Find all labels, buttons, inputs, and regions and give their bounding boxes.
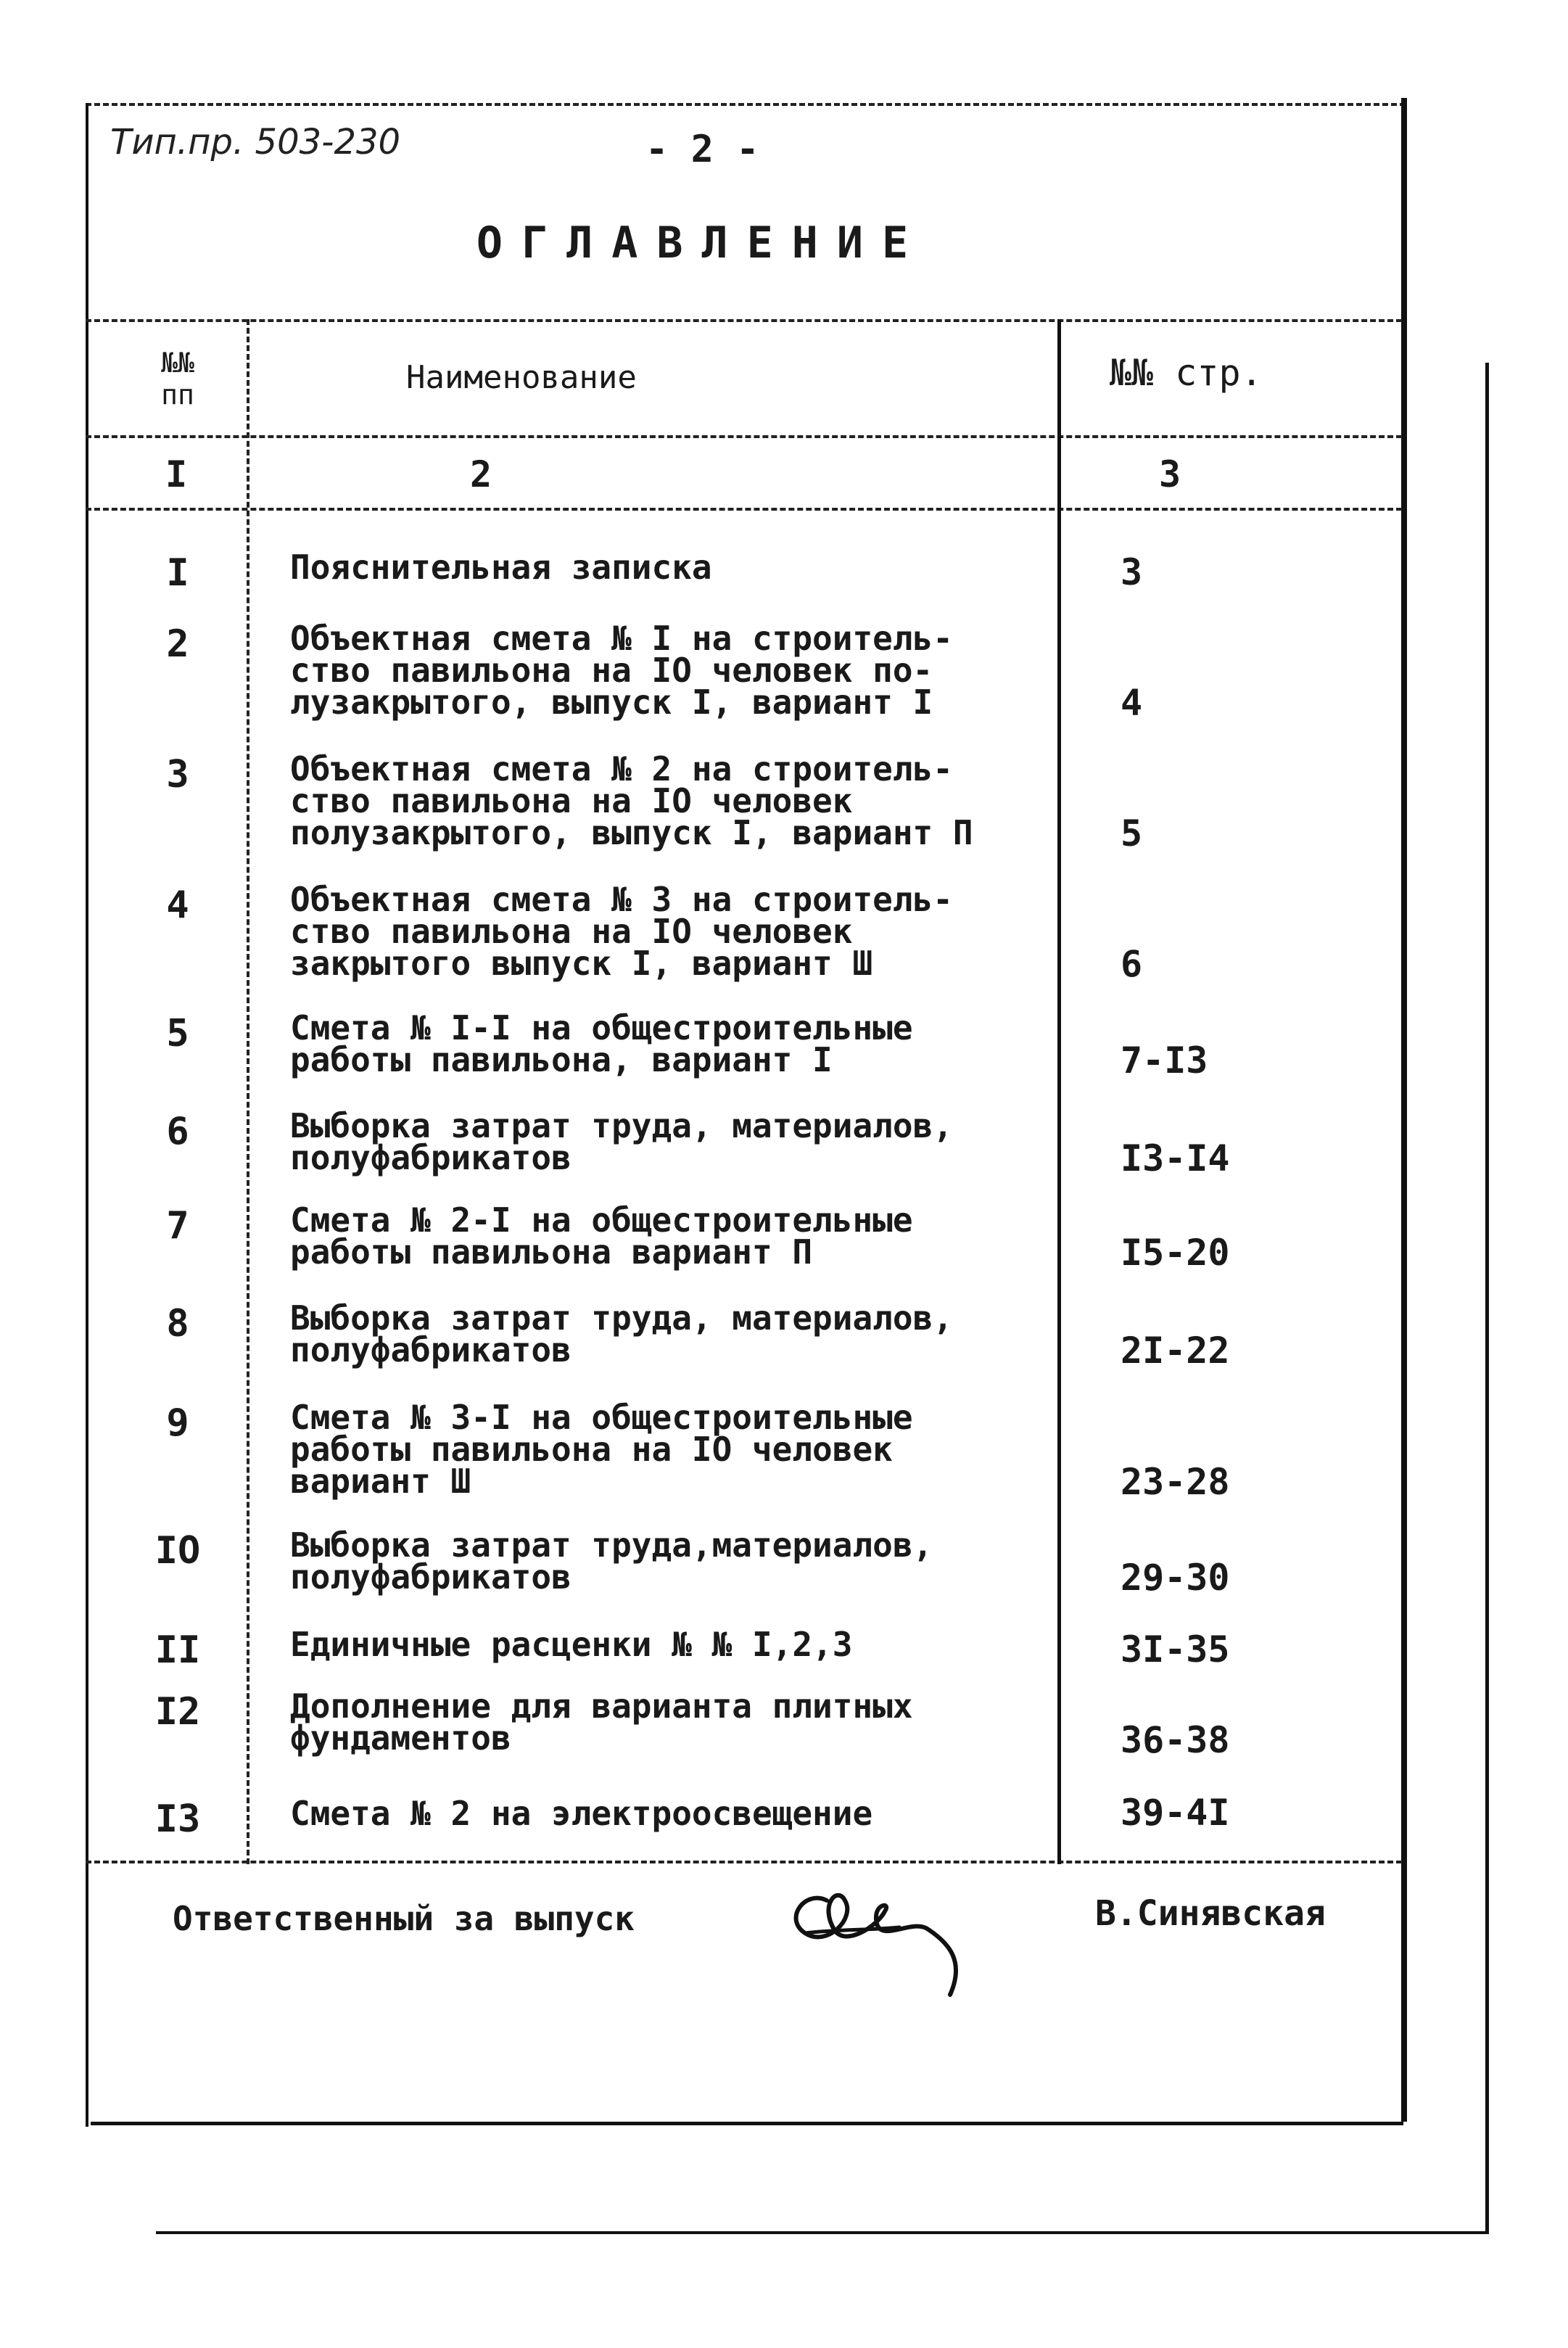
row-pages: 2I-22	[1121, 1330, 1230, 1372]
colnum-bottom-line	[86, 508, 1402, 511]
row-pages: 7-I3	[1121, 1039, 1208, 1082]
row-pages: 23-28	[1121, 1461, 1230, 1503]
row-title: Объектная смета № 3 на строитель- ство павильона на IО человек закрытого выпуск I, вариант Ш	[290, 880, 953, 983]
row-number: 3	[166, 753, 189, 796]
row-title: Смета № 2-I на общестроительные работы павильона вариант П	[290, 1200, 913, 1272]
row-title: Смета № 3-I на общестроительные работы павильона на IО человек вариант Ш	[290, 1398, 913, 1501]
column-number-2: 2	[470, 453, 492, 495]
row-pages: 3I-35	[1121, 1628, 1230, 1671]
row-pages: 39-4I	[1121, 1792, 1230, 1834]
row-title: Выборка затрат труда, материалов, полуфабрикатов	[290, 1106, 953, 1177]
column-divider-2	[1057, 319, 1061, 1864]
row-pages: 4	[1121, 682, 1143, 724]
row-number: II	[154, 1628, 201, 1672]
header-page: №№ стр.	[1110, 352, 1263, 394]
row-pages: I5-20	[1121, 1232, 1230, 1274]
frame-bottom-line	[91, 2122, 1403, 2125]
sheet-bottom-edge	[156, 2231, 1489, 2234]
row-title: Смета № I-I на общестроительные работы павильона, вариант I	[290, 1008, 913, 1079]
signature	[776, 1861, 986, 1998]
row-title: Единичные расценки № № I,2,3	[290, 1625, 853, 1664]
table-bottom-line	[86, 1861, 1402, 1863]
row-title: Объектная смета № 2 на строитель- ство павильона на IО человек полузакрытого, выпуск I, вариант П	[290, 749, 973, 852]
row-title: Дополнение для варианта плитных фундаментов	[290, 1686, 913, 1758]
column-number-1: I	[165, 453, 188, 495]
row-title: Пояснительная записка	[290, 548, 712, 587]
page-number: - 2 -	[645, 128, 759, 171]
row-number: 2	[166, 622, 189, 666]
row-title: Выборка затрат труда, материалов, полуфабрикатов	[290, 1298, 953, 1369]
row-pages: I3-I4	[1121, 1137, 1230, 1179]
row-number: IО	[154, 1529, 201, 1573]
row-pages: 6	[1121, 943, 1143, 985]
frame-left-line	[86, 103, 88, 2127]
row-pages: 29-30	[1121, 1557, 1230, 1599]
row-number: 9	[166, 1401, 189, 1445]
row-pages: 36-38	[1121, 1719, 1230, 1761]
header-name: Наименование	[406, 359, 637, 396]
row-pages: 5	[1121, 812, 1143, 854]
frame-right-line	[1401, 98, 1407, 2122]
row-pages: 3	[1121, 551, 1143, 593]
row-number: 7	[166, 1204, 189, 1248]
row-number: 5	[166, 1012, 189, 1055]
header-bottom-line	[86, 435, 1402, 438]
row-number: 4	[166, 883, 189, 927]
document-title: ОГЛАВЛЕНИЕ	[476, 218, 928, 268]
row-number: I3	[154, 1797, 201, 1841]
header-number: №№ пп	[161, 347, 194, 411]
column-divider-1	[247, 319, 249, 1864]
document-stamp: Тип.пр. 503-230	[110, 122, 401, 162]
row-number: I	[166, 551, 189, 595]
column-number-3: 3	[1159, 453, 1181, 495]
row-title: Смета № 2 на электроосвещение	[290, 1794, 873, 1833]
frame-top-line	[86, 103, 1406, 106]
signer-name: В.Синявская	[1095, 1893, 1326, 1934]
row-title: Объектная смета № I на строитель- ство павильона на IО человек по- лузакрытого, выпуск I, вариант I	[290, 619, 953, 722]
row-number: I2	[154, 1690, 201, 1734]
responsible-label: Ответственный за выпуск	[173, 1899, 635, 1938]
table-top-line	[86, 319, 1402, 322]
row-number: 8	[166, 1302, 189, 1346]
row-number: 6	[166, 1110, 189, 1153]
row-title: Выборка затрат труда,материалов, полуфабрикатов	[290, 1525, 933, 1597]
sheet-right-edge	[1485, 363, 1489, 2234]
